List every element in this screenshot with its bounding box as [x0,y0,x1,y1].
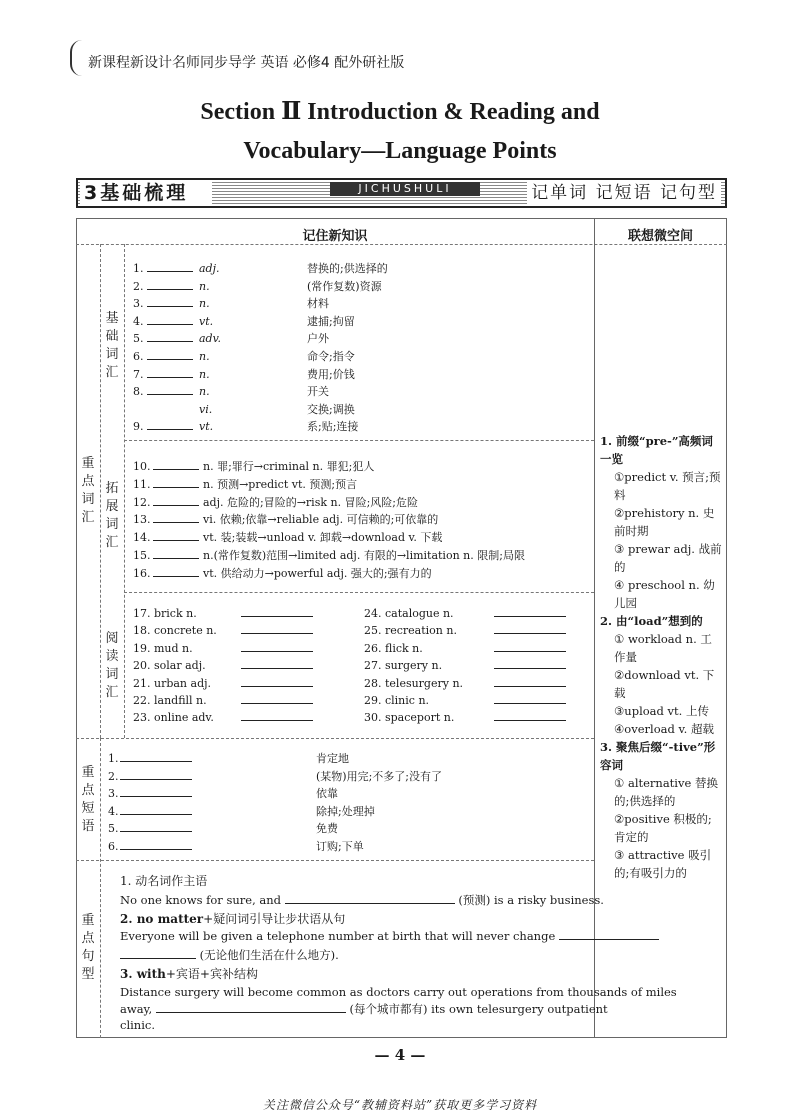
part-of-speech: vt. [199,314,214,328]
word: 17. brick n. [133,607,197,620]
banner-pinyin: JICHUSHULI [330,182,480,196]
section-title-line2: Vocabulary—Language Points [243,138,557,164]
header-decoration [70,40,86,76]
basic-vocab-row [133,278,382,294]
answer-blank[interactable] [241,658,313,669]
derivation-text: n. 预测→predict vt. 预测;预言 [203,477,358,491]
table-head-side: 联想微空间 [627,229,693,244]
item-number: 5. [108,822,119,836]
answer-blank[interactable] [153,512,199,523]
basic-vocab-row [133,313,355,329]
answer-blank[interactable] [241,710,313,721]
part-of-speech: n. [199,367,210,381]
answer-blank[interactable] [147,349,193,360]
word: 24. catalogue n. [364,607,454,620]
meaning: 订购;下单 [316,840,364,853]
basic-vocab-row [133,418,358,434]
basic-vocab-row [133,383,329,399]
word: 28. telesurgery n. [364,676,464,690]
basic-vocab-row [133,260,388,276]
footer-note: 关注微信公众号“教辅资料站”获取更多学习资料 [262,1098,538,1112]
meaning: 开关 [307,385,329,399]
section-title-line1: Section Ⅱ Introduction & Reading and [200,99,600,125]
group-label-sentences: 重点句型 [81,913,95,982]
sentence-2: Everyone will be given a telephone number at birth that will never change [120,929,659,943]
side-note-item: ① workload n. 工作量 [614,632,712,664]
derivation-text: vt. 装;装载→unload v. 卸载→download v. 下载 [203,531,443,545]
page-number: — 4 — [374,1046,426,1064]
derivation-text: vi. 依赖;依靠→reliable adj. 可信赖的;可依靠的 [203,513,439,527]
sub-label-basic: 基础词汇 [105,311,119,380]
phrase-row [108,768,442,784]
answer-blank[interactable] [241,693,313,704]
answer-blank[interactable] [147,419,193,430]
answer-blank[interactable] [241,641,313,652]
word: 18. concrete n. [133,624,217,638]
item-number: 7. [133,367,144,381]
side-note-item: ③ attractive 吸引的;有吸引力的 [614,848,712,880]
part-of-speech: adv. [199,332,222,346]
item-number: 6. [108,840,119,853]
extend-vocab-row [133,458,374,474]
sentence-3-cont: away, (每个城市都有) its own telesurgery outpatient [120,1002,608,1016]
phrase-row [108,820,338,836]
side-notes [600,432,722,882]
part-of-speech: n. [199,297,210,311]
extend-vocab-row [133,529,442,545]
side-note-item: ④overload v. 超载 [614,722,714,736]
item-number: 3. [133,297,144,311]
item-number: 11. [133,477,151,491]
item-number: 1. [108,752,119,765]
answer-blank[interactable] [153,548,199,559]
answer-blank[interactable] [147,367,193,378]
word: 30. spaceport n. [364,711,455,725]
item-number: 15. [133,549,151,562]
meaning: 材料 [307,297,329,311]
extend-vocab-row [133,476,357,492]
meaning: 交换;调换 [307,402,355,416]
reading-vocab-row [133,676,313,690]
extend-vocab-row [133,494,418,510]
item-number: 12. [133,495,151,509]
reading-vocab-row [133,693,313,707]
meaning: 逮捕;拘留 [307,314,355,328]
answer-blank[interactable] [120,751,192,762]
reading-vocab-row [133,641,313,655]
side-note-item: ④ preschool n. 幼儿园 [614,578,715,610]
word: 25. recreation n. [364,624,457,638]
derivation-text: vt. 供给动力→powerful adj. 强大的;强有力的 [203,566,432,580]
sentence-1: No one knows for sure, and (预测) is a risky business. [120,893,604,907]
word: 22. landfill n. [133,694,207,707]
derivation-text: n. 罪;罪行→criminal n. 罪犯;犯人 [203,460,375,473]
answer-blank[interactable] [147,261,193,272]
answer-blank[interactable] [494,710,566,721]
answer-blank[interactable] [241,623,313,634]
item-number: 4. [108,804,119,818]
side-note-item: ②download vt. 下载 [614,668,715,700]
word: 27. surgery n. [364,659,443,673]
answer-blank[interactable] [147,384,193,395]
side-note-item: ③ prewar adj. 战前的 [614,542,722,574]
section-banner [76,178,727,208]
reading-vocab-row [364,641,566,655]
item-number: 16. [133,566,151,580]
part-of-speech: vt. [199,420,214,434]
group-label-key-vocab: 重点词汇 [81,456,95,525]
reading-vocab-row [364,658,566,672]
sentence-2-cont: (无论他们生活在什么地方). [120,947,339,963]
item-number: 8. [133,385,144,399]
meaning: 费用;价钱 [307,367,355,381]
part-of-speech: n. [199,279,210,293]
sentence-3-end: clinic. [120,1018,155,1032]
item-number: 2. [133,279,144,293]
side-note-item: ②prehistory n. 史前时期 [614,506,715,538]
sentence-3-title: 3. with+宾语+宾补结构 [120,967,258,981]
word: 21. urban adj. [133,676,212,690]
basic-vocab-row [133,330,329,346]
banner-label: 3基础梳理 [80,182,212,204]
reading-vocab-row [364,710,566,724]
answer-blank[interactable] [494,693,566,704]
reading-vocab-row [364,693,566,707]
phrase-row [108,803,375,819]
part-of-speech: n. [199,350,210,363]
answer-blank[interactable] [494,623,566,634]
item-number: 1. [133,262,144,275]
item-number: 14. [133,531,151,545]
answer-blank[interactable] [120,839,192,850]
item-number: 2. [108,769,119,783]
meaning: (某物)用完;不多了;没有了 [316,769,442,783]
basic-vocab-row [133,295,329,311]
phrase-row [108,785,338,801]
extend-vocab-row [133,547,525,563]
meaning: 除掉;处理掉 [316,804,375,818]
word: 23. online adv. [133,711,214,725]
answer-blank[interactable] [153,459,199,470]
answer-blank[interactable] [156,1002,346,1013]
part-of-speech: n. [199,385,210,399]
answer-blank[interactable] [153,530,199,541]
word: 29. clinic n. [364,694,430,707]
side-title-2: 2. 由“load”想到的 [600,614,703,628]
side-title-1: 1. 前缀“pre-”高频词一览 [600,434,713,466]
sub-label-reading: 阅读词汇 [105,631,119,700]
answer-blank[interactable] [120,769,192,780]
answer-blank[interactable] [153,495,199,506]
side-title-3: 3. 聚焦后缀“-tive”形容词 [600,740,716,772]
side-note-item: ①predict v. 预言;预料 [614,470,721,502]
answer-blank[interactable] [285,893,455,904]
phrase-row [108,838,364,854]
meaning: 替换的;供选择的 [307,262,388,275]
sentence-3: Distance surgery will become common as doctors carry out operations from thousands of miles [120,985,677,999]
meaning: (常作复数)资源 [307,279,382,293]
answer-blank[interactable] [120,821,192,832]
table-head-main: 记住新知识 [302,229,368,244]
answer-blank[interactable] [120,804,192,815]
reading-vocab-row [364,676,566,690]
answer-blank[interactable] [120,948,196,959]
answer-blank[interactable] [147,279,193,290]
meaning: 命令;指令 [307,350,355,363]
answer-blank[interactable] [147,331,193,342]
sub-label-extend: 拓展词汇 [105,481,119,550]
banner-subtitle: 记单词 记短语 记句型 [527,182,721,204]
answer-blank[interactable] [494,606,566,617]
word: 20. solar adj. [133,659,206,673]
reading-vocab-row [364,606,566,620]
answer-blank[interactable] [241,606,313,617]
side-note-item: ① alternative 替换的;供选择的 [614,776,718,808]
word: 19. mud n. [133,641,193,655]
running-header: 新课程新设计名师同步导学 英语 必修4 配外研社版 [88,55,405,71]
part-of-speech: vi. [199,402,213,416]
meaning: 户外 [307,332,329,346]
item-number: 4. [133,314,144,328]
reading-vocab-row [133,710,313,724]
answer-blank[interactable] [153,477,199,488]
extend-vocab-row [133,511,438,527]
reading-vocab-row [364,623,566,637]
item-number: 10. [133,460,151,473]
side-note-item: ③upload vt. 上传 [614,704,709,718]
meaning: 依靠 [316,787,338,801]
basic-vocab-row [133,401,355,417]
sentence-2-title: 2. no matter+疑问词引导让步状语从句 [120,912,346,926]
basic-vocab-row [133,348,355,364]
answer-blank[interactable] [494,658,566,669]
answer-blank[interactable] [241,676,313,687]
meaning: 肯定地 [316,752,349,765]
answer-blank[interactable] [494,676,566,687]
word: 26. flick n. [364,641,423,655]
basic-vocab-row [133,366,355,382]
answer-blank[interactable] [153,566,199,577]
answer-blank[interactable] [559,929,659,940]
side-note-item: ②positive 积极的;肯定的 [614,812,712,844]
answer-blank[interactable] [494,641,566,652]
meaning: 免费 [316,822,338,836]
item-number: 6. [133,350,144,363]
extend-vocab-row [133,565,432,581]
item-number: 9. [133,420,144,434]
item-number: 3. [108,787,119,801]
derivation-text: adj. 危险的;冒险的→risk n. 冒险;风险;危险 [203,495,418,509]
reading-vocab-row [133,606,313,620]
answer-blank[interactable] [120,786,192,797]
reading-vocab-row [133,658,313,672]
sentence-1-title: 1. 动名词作主语 [120,874,208,888]
reading-vocab-row [133,623,313,637]
answer-blank[interactable] [147,296,193,307]
item-number: 13. [133,513,151,527]
answer-blank[interactable] [147,314,193,325]
part-of-speech: adj. [199,262,220,275]
phrase-row [108,750,349,766]
derivation-text: n.(常作复数)范围→limited adj. 有限的→limitation n. 限制;局限 [203,549,525,562]
meaning: 系;贴;连接 [307,420,359,434]
group-label-phrases: 重点短语 [81,765,95,834]
item-number: 5. [133,332,144,346]
